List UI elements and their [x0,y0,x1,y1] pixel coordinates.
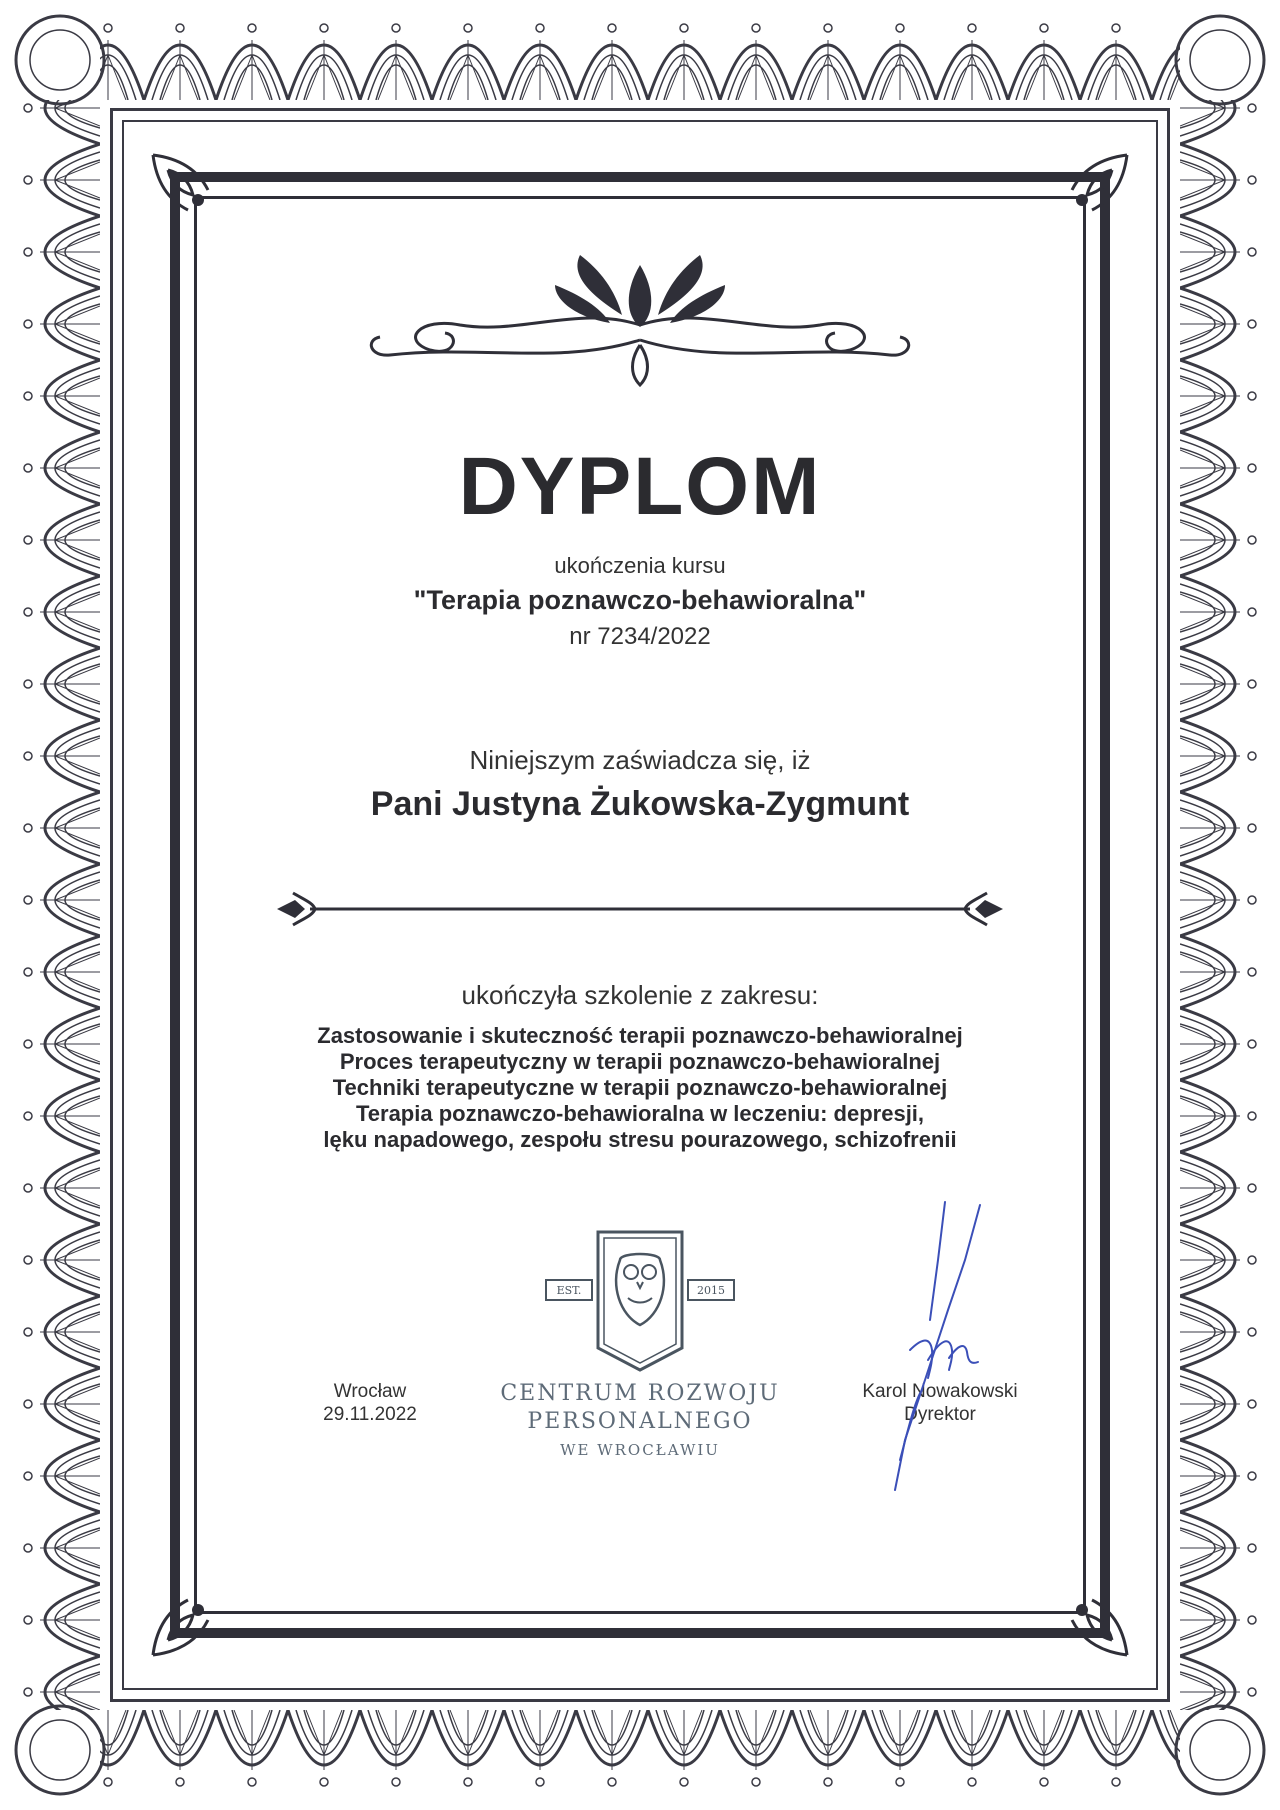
diploma-title: DYPLOM [458,441,822,532]
logo-est-label: EST. [556,1284,582,1297]
handwritten-signature [870,1200,1020,1500]
course-subtitle: ukończenia kursu [554,553,726,578]
completed-text: ukończyła szkolenie z zakresu: [461,980,819,1010]
logo-line-1: CENTRUM ROZWOJU [500,1381,780,1406]
owl-logo-icon [540,1230,740,1380]
logo-wordmark [440,1380,840,1462]
certify-text: Niniejszym zaświadcza się, iż [469,745,811,775]
course-name: "Terapia poznawczo-behawioralna" [413,585,867,615]
topic-item: Proces terapeutyczny w terapii poznawczo-behawioralnej [339,1049,941,1074]
topics-list [0,1023,1280,1153]
city: Wrocław [333,1381,407,1402]
place-and-date [300,1380,440,1426]
topic-item: lęku napadowego, zespołu stresu pourazowego, schizofrenii [323,1127,957,1152]
topic-item: Zastosowanie i skuteczność terapii poznawczo-behawioralnej [317,1023,963,1048]
topic-item: Techniki terapeutyczne w terapii poznawczo-behawioralnej [332,1075,948,1100]
ornamental-divider [275,888,1005,930]
recipient-name: Pani Justyna Żukowska-Zygmunt [370,785,910,823]
diploma-number: nr 7234/2022 [569,623,711,650]
signer-role: Dyrektor [904,1404,976,1425]
date: 29.11.2022 [323,1404,417,1425]
logo-year: 2015 [697,1284,725,1297]
topic-item: Terapia poznawczo-behawioralna w leczeniu: depresji, [355,1101,925,1126]
logo-line-3: WE WROCŁAWIU [560,1441,720,1459]
signer-name: Karol Nowakowski [862,1381,1018,1402]
logo-line-2: PERSONALNEGO [527,1409,753,1434]
